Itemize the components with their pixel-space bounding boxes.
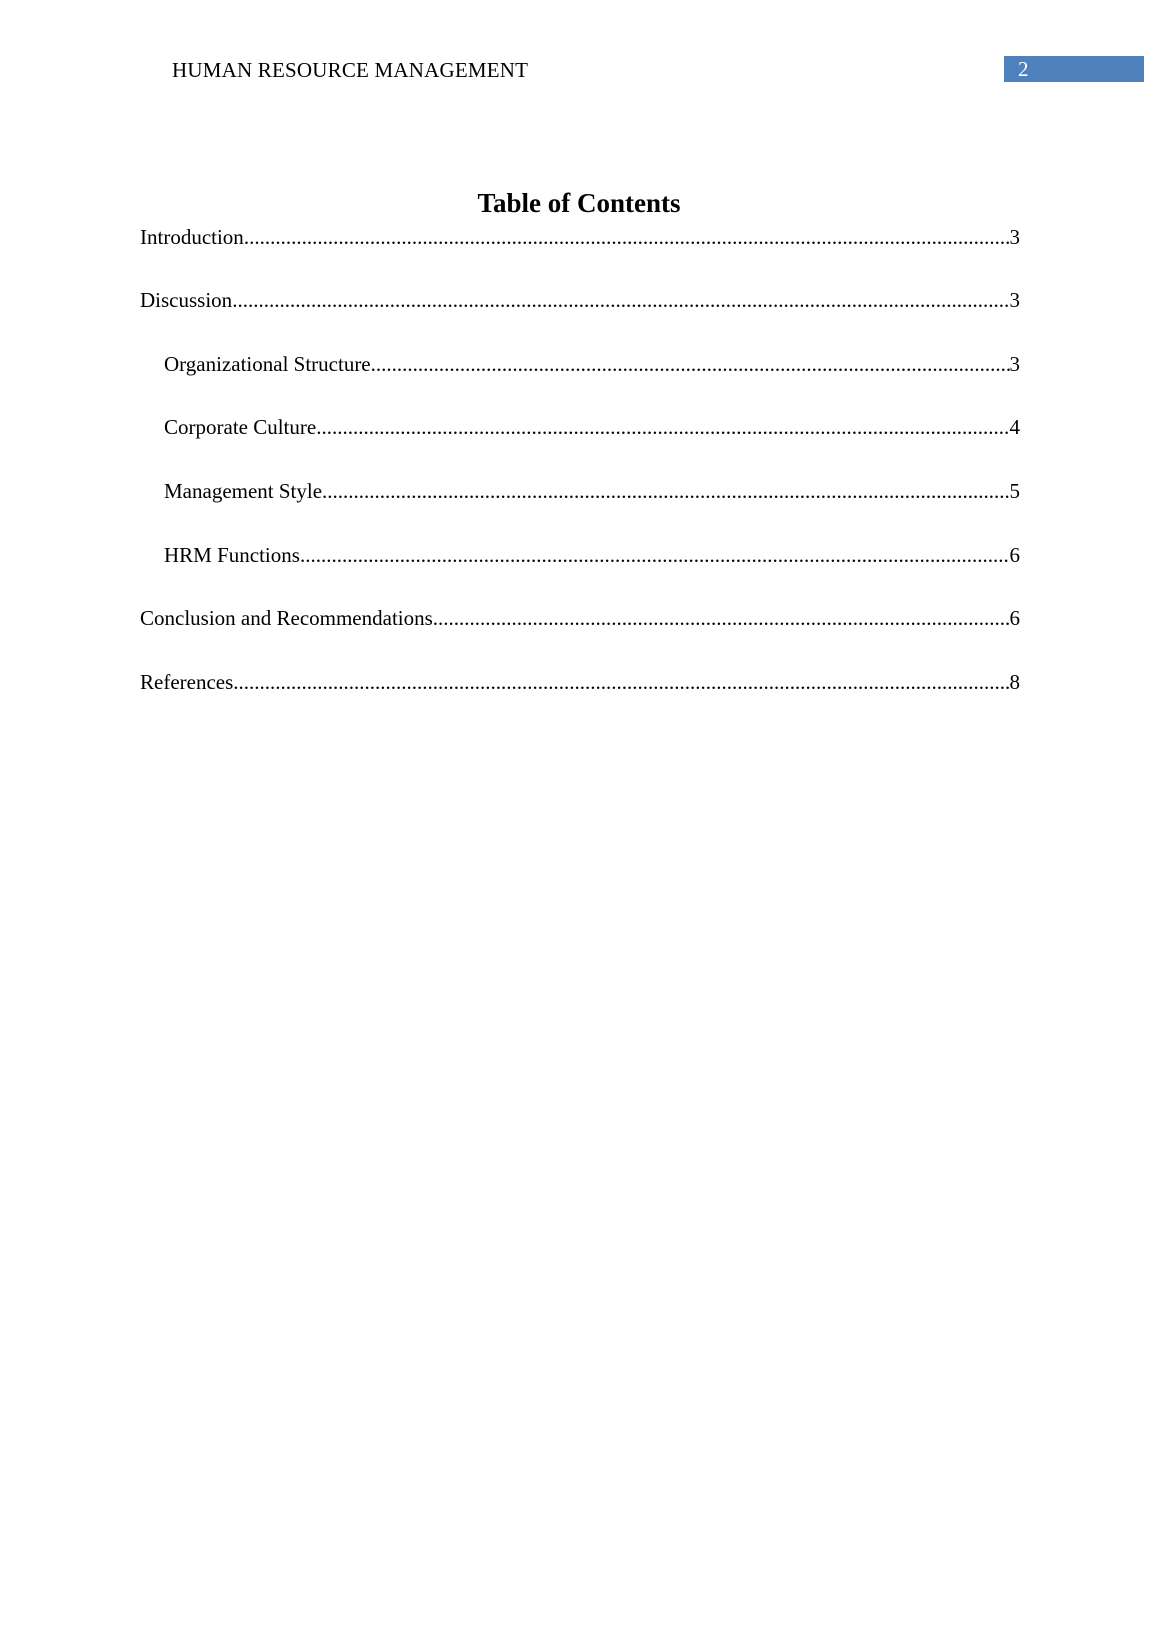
toc-dot-leader [371, 349, 1010, 379]
toc-entry-label: Management Style [164, 479, 323, 503]
page-number-box [1004, 56, 1144, 82]
toc-entry-introduction[interactable] [140, 222, 1020, 252]
toc-entry-page: 4 [1009, 415, 1020, 439]
toc-entry-label: HRM Functions [164, 543, 300, 567]
toc-dot-leader [433, 603, 1010, 633]
toc-entry-page: 6 [1009, 606, 1020, 630]
toc-entry-discussion[interactable] [140, 285, 1020, 315]
toc-dot-leader [300, 540, 1010, 570]
toc-entry-page: 3 [1009, 352, 1020, 376]
toc-entry-label: Conclusion and Recommendations [140, 606, 433, 630]
toc-entry-page: 3 [1009, 225, 1020, 249]
toc-entry-corporate-culture[interactable] [164, 412, 1020, 442]
toc-entry-label: Organizational Structure [164, 352, 371, 376]
toc-entry-management-style[interactable] [164, 476, 1020, 506]
toc-entry-page: 8 [1009, 670, 1020, 694]
toc-entry-label: Discussion [140, 288, 233, 312]
toc-title: Table of Contents [477, 188, 681, 218]
toc-entry-organizational-structure[interactable] [164, 349, 1020, 379]
table-of-contents [140, 0, 1020, 1638]
page-number: 2 [1018, 57, 1029, 81]
toc-entry-page: 6 [1009, 543, 1020, 567]
toc-dot-leader [244, 222, 1010, 252]
toc-entry-label: References [140, 670, 234, 694]
toc-entry-page: 3 [1009, 288, 1020, 312]
toc-entry-conclusion-and-recommendations[interactable] [140, 603, 1020, 633]
running-head: HUMAN RESOURCE MANAGEMENT [172, 58, 529, 82]
toc-entry-label: Corporate Culture [164, 415, 317, 439]
toc-dot-leader [233, 667, 1009, 697]
toc-entry-label: Introduction [140, 225, 244, 249]
toc-entry-page: 5 [1009, 479, 1020, 503]
toc-entry-references[interactable] [140, 667, 1020, 697]
toc-dot-leader [322, 476, 1009, 506]
toc-dot-leader [232, 285, 1009, 315]
toc-dot-leader [316, 412, 1009, 442]
toc-entry-hrm-functions[interactable] [164, 540, 1020, 570]
